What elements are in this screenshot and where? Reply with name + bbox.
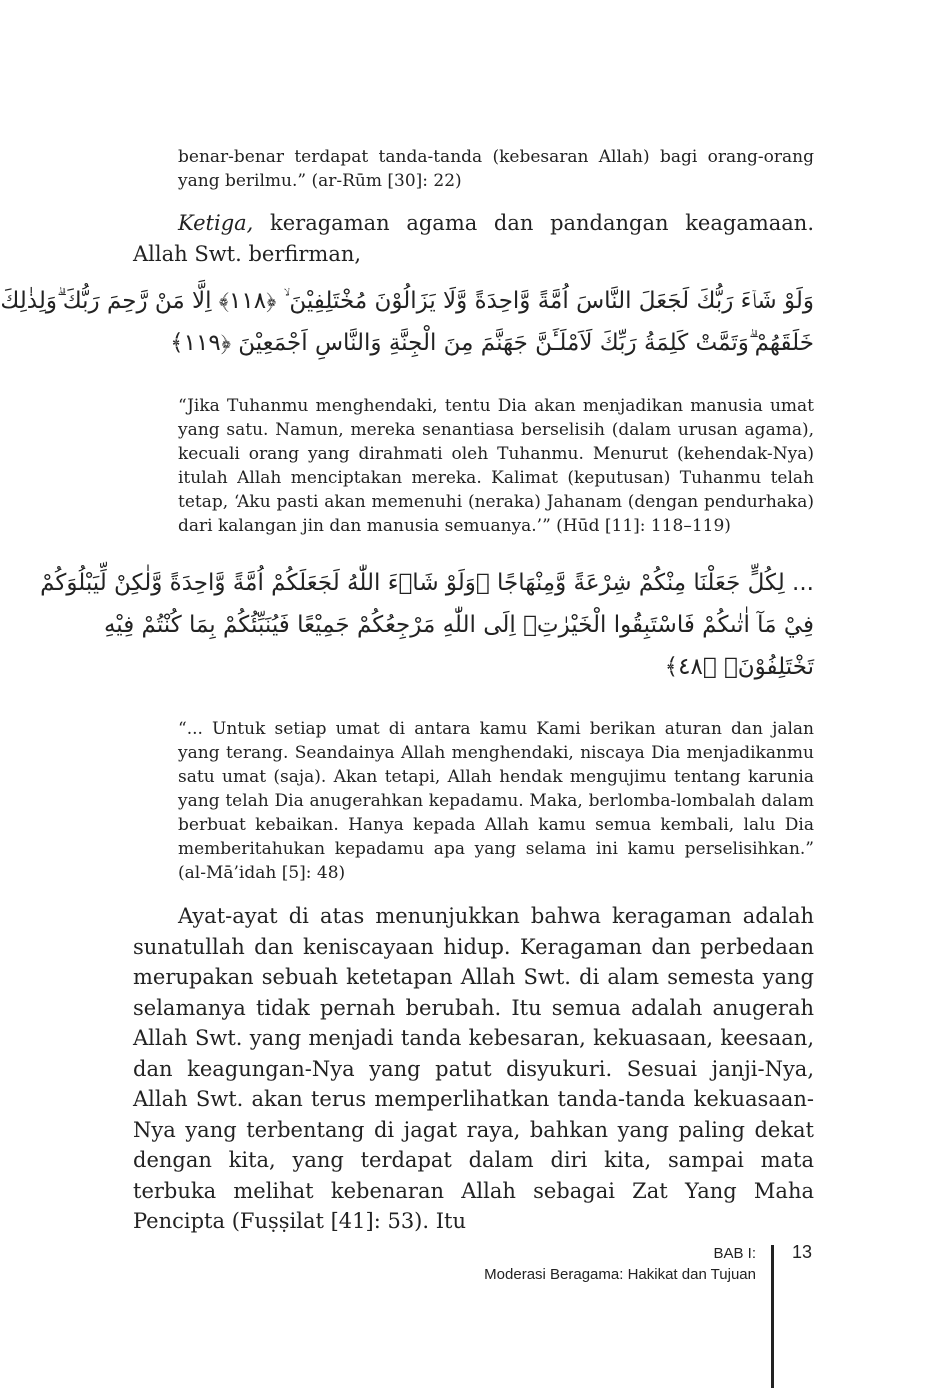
running-footer: [484, 1243, 756, 1285]
ketiga-rest: keragaman agama dan pandangan keagamaan. Allah Swt. berfirman,: [133, 211, 814, 266]
arabic-maidah-line-1: ... لِكُلٍّ جَعَلْنَا مِنْكُمْ شِرْعَةً وَّمِنْهَاجًا ۗوَلَوْ شَاۤءَ اللّٰهُ لَجَعَلَكُمْ اُمَّةً وَّاحِدَةً وَّلٰكِنْ لِّيَبْلُوَكُمْ: [40, 570, 814, 596]
arabic-verse-hud: [0, 280, 814, 364]
arabic-hud-line-2: خَلَقَهُمْ ۗوَتَمَّتْ كَلِمَةُ رَبِّكَ لَاَمْلَـَٔنَّ جَهَنَّمَ مِنَ الْجِنَّةِ وَالنَّاسِ اَجْمَعِيْنَ ﴿١١٩﴾: [170, 330, 814, 356]
arabic-hud-line-1: وَلَوْ شَاۤءَ رَبُّكَ لَجَعَلَ النَّاسَ اُمَّةً وَّاحِدَةً وَّلَا يَزَالُوْنَ مُخْتَلِفِيْنَ ۙ ﴿١١٨﴾ اِلَّا مَنْ رَّحِمَ رَبُّكَ ۗوَلِذٰلِكَ: [0, 288, 814, 314]
quote-ar-rum: benar-benar terdapat tanda-tanda (kebesaran Allah) bagi orang-orang yang berilmu.” (ar-Rūm [30]: 22): [178, 147, 814, 191]
paragraph-ketiga: [133, 208, 814, 269]
quote-hud: “Jika Tuhanmu menghendaki, tentu Dia akan menjadikan manusia umat yang satu. Namun, mereka senantiasa berselisih (dalam urusan agama), kecuali orang yang dirahmati oleh Tuhanmu. Menurut (kehendak-Nya) itulah Allah menciptakan mereka. Kalimat (keputusan) Tuhanmu telah tetap, ‘Aku pasti akan memenuhi (neraka) Jahanam (dengan pendurhaka) dari kalangan jin dan manusia semuanya.’” (Hūd [11]: 118–119): [178, 396, 814, 536]
arabic-verse-maidah: [40, 562, 814, 688]
arabic-maidah-line-2: فِيْ مَآ اٰتٰىكُمْ فَاسْتَبِقُوا الْخَيْرٰتِۗ اِلَى اللّٰهِ مَرْجِعُكُمْ جَمِيْعًا فَيُنَبِّئُكُمْ بِمَا كُنْتُمْ فِيْهِ: [103, 612, 814, 638]
chapter-title: Moderasi Beragama: Hakikat dan Tujuan: [484, 1266, 756, 1283]
quote-maidah: “... Untuk setiap umat di antara kamu Kami berikan aturan dan jalan yang terang. Seandainya Allah menghendaki, niscaya Dia menjadikanmu satu umat (saja). Akan tetapi, Allah hendak mengujimu tentang karunia yang telah Dia anugerahkan kepadamu. Maka, berlomba-lombalah dalam berbuat kebaikan. Hanya kepada Allah kamu semua kembali, lalu Dia memberitahukan kepadamu apa yang selama ini kamu perselisihkan.” (al-Mā’idah [5]: 48): [178, 719, 814, 883]
page-number: 13: [792, 1242, 813, 1262]
arabic-maidah-line-3: تَخْتَلِفُوْنَۙ ﴿٤٨﴾: [664, 654, 814, 680]
paragraph-ayat-ayat: Ayat-ayat di atas menunjukkan bahwa keragaman adalah sunatullah dan keniscayaan hidup. Keragaman dan perbedaan merupakan sebuah ketetapan Allah Swt. di alam semesta yang selamanya tidak pernah berubah. Itu semua adalah anugerah Allah Swt. yang menjadi tanda kebesaran, kekuasaan, keesaan, dan keagungan-Nya yang patut disyukuri. Sesuai janji-Nya, Allah Swt. akan terus memperlihatkan tanda-tanda kekuasaan-Nya yang terbentang di jagat raya, bahkan yang paling dekat dengan kita, yang terdapat dalam diri kita, sampai mata terbuka melihat kebenaran Allah sebagai Zat Yang Maha Pencipta (Fuṣṣilat [41]: 53). Itu: [133, 904, 814, 1233]
chapter-label: BAB I:: [713, 1245, 756, 1262]
footer-divider: [771, 1245, 774, 1388]
ketiga-lead: Ketiga,: [178, 211, 254, 235]
